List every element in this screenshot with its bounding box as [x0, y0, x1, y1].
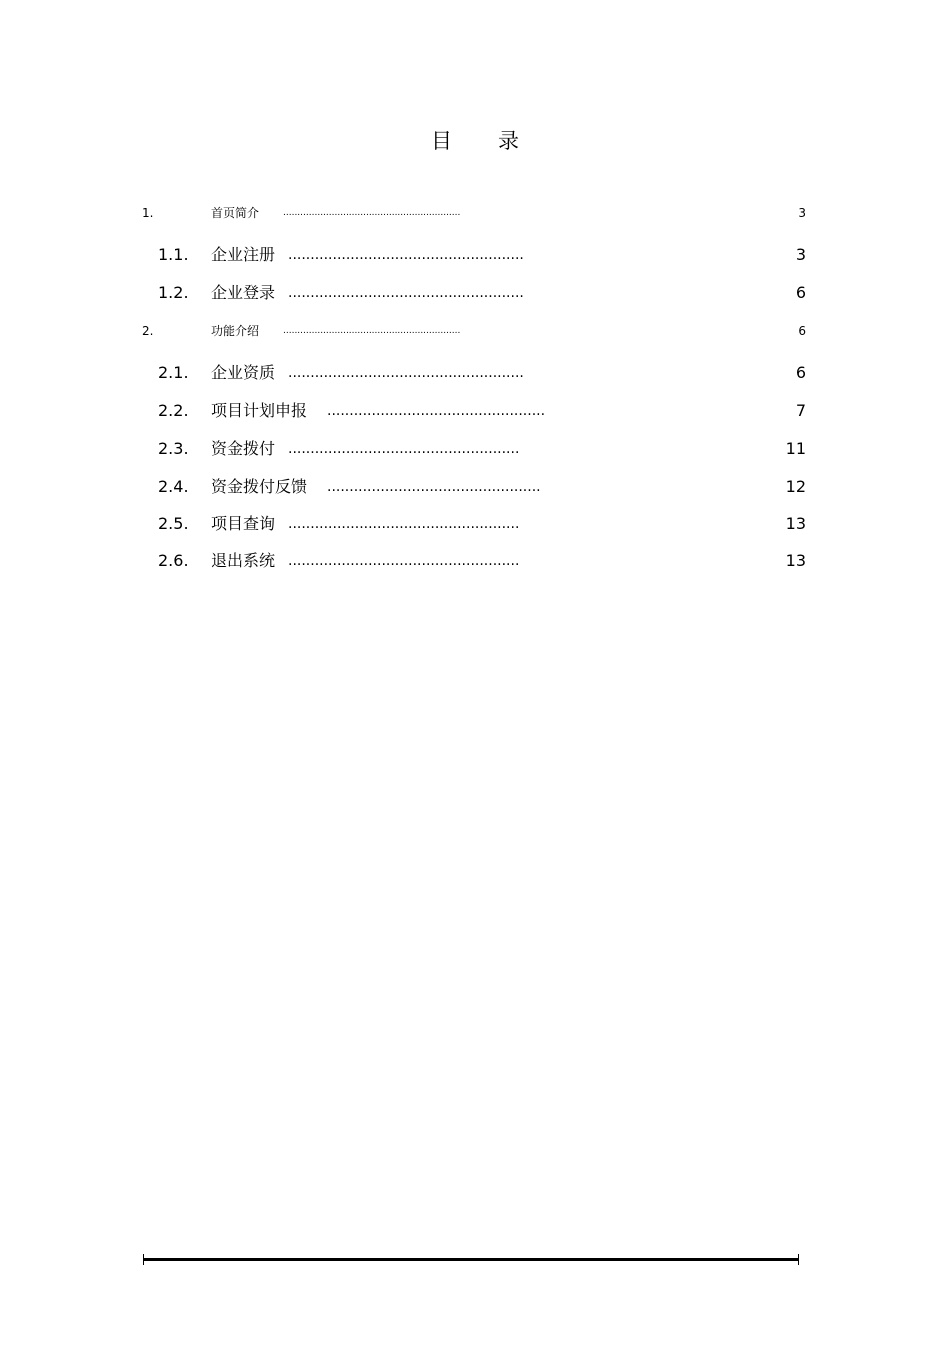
toc-entry[interactable]	[0, 549, 950, 573]
toc-entry[interactable]	[0, 361, 950, 385]
toc-entry-leader: ................................................	[327, 479, 541, 495]
toc-entry-page: 11	[785, 439, 806, 458]
toc-entry-title: 资金拨付	[211, 439, 276, 458]
toc-entry-leader: ....................................................	[288, 516, 520, 532]
toc-entry[interactable]	[0, 399, 950, 423]
toc-entry-title: 项目计划申报	[211, 401, 308, 420]
toc-entry-leader: .....................................................	[288, 247, 524, 263]
toc-entry-page: 7	[795, 401, 806, 420]
footer-rule	[143, 1258, 799, 1261]
toc-entry[interactable]	[0, 475, 950, 499]
toc-title-char-1: 目	[431, 129, 452, 153]
toc-entry-page: 3	[795, 245, 806, 264]
toc-entry-page: 6	[795, 363, 806, 382]
toc-entry-leader: .................................................	[327, 403, 546, 419]
toc-entry-title: 企业资质	[211, 363, 276, 382]
toc-entry-page: 6	[798, 324, 806, 338]
toc-entry[interactable]	[0, 319, 950, 343]
toc-entry-number: 2.6.	[158, 551, 189, 570]
toc-entry-title: 退出系统	[211, 551, 276, 570]
toc-entry-number: 2.2.	[158, 401, 189, 420]
toc-entry-leader: .....................................................	[288, 285, 524, 301]
toc-entry-leader: ..............................................................	[283, 326, 461, 336]
toc-entry[interactable]	[0, 437, 950, 461]
toc-entry[interactable]	[0, 512, 950, 536]
toc-entry-number: 1.2.	[158, 283, 189, 302]
toc-title-char-2: 录	[498, 129, 519, 153]
toc-entry-leader: ..............................................................	[283, 208, 461, 218]
toc-entry-number: 2.1.	[158, 363, 189, 382]
toc-entry-page: 12	[785, 477, 806, 496]
toc-entry-page: 6	[795, 283, 806, 302]
toc-entry-page: 13	[785, 551, 806, 570]
toc-entry[interactable]	[0, 281, 950, 305]
toc-entry-page: 13	[785, 514, 806, 533]
toc-entry-title: 企业登录	[211, 283, 276, 302]
toc-title	[0, 125, 950, 155]
toc-entry-title: 功能介绍	[211, 324, 260, 338]
toc-entry-leader: ....................................................	[288, 441, 520, 457]
toc-entry-leader: ....................................................	[288, 553, 520, 569]
toc-entry-leader: .....................................................	[288, 365, 524, 381]
toc-entry-number: 2.5.	[158, 514, 189, 533]
toc-entry-number: 1.	[142, 206, 154, 220]
toc-entry-number: 2.	[142, 324, 154, 338]
toc-entry[interactable]	[0, 201, 950, 225]
toc-entry-title: 首页简介	[211, 206, 260, 220]
toc-entry-title: 项目查询	[211, 514, 276, 533]
toc-entry-title: 企业注册	[211, 245, 276, 264]
toc-entry[interactable]	[0, 243, 950, 267]
toc-entry-page: 3	[798, 206, 806, 220]
toc-entry-title: 资金拨付反馈	[211, 477, 308, 496]
toc-entry-number: 1.1.	[158, 245, 189, 264]
toc-entry-number: 2.3.	[158, 439, 189, 458]
toc-entry-number: 2.4.	[158, 477, 189, 496]
